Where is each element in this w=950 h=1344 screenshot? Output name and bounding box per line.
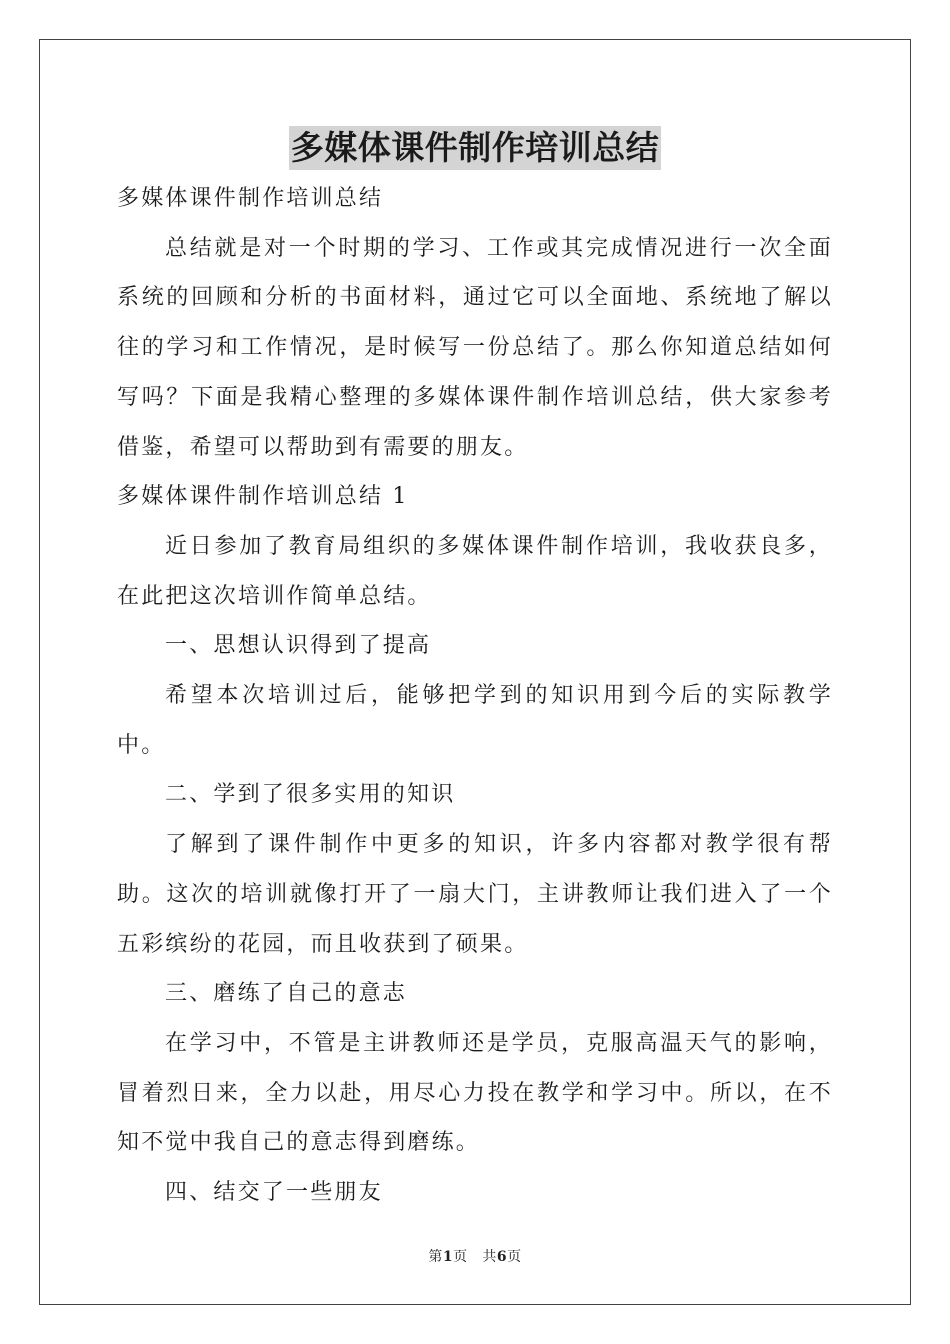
total-page-count: 6 bbox=[496, 1249, 508, 1265]
page-suffix: 页 bbox=[453, 1249, 468, 1265]
section-heading: 一、思想认识得到了提高 bbox=[165, 633, 432, 659]
section-heading: 三、磨练了自己的意志 bbox=[165, 981, 408, 1007]
page-footer bbox=[0, 1246, 950, 1266]
paragraph: 希望本次培训过后，能够把学到的知识用到今后的实际教学中。 bbox=[117, 683, 833, 758]
section-heading: 四、结交了一些朋友 bbox=[165, 1180, 383, 1206]
paragraph: 在学习中，不管是主讲教师还是学员，克服高温天气的影响，冒着烈日来，全力以赴，用尽心力投在教学和学习中。所以，在不知不觉中我自己的意志得到磨练。 bbox=[117, 1030, 833, 1156]
document-title: 多媒体课件制作培训总结 bbox=[289, 126, 662, 170]
current-page-number: 1 bbox=[442, 1249, 454, 1265]
paragraph: 多媒体课件制作培训总结 bbox=[117, 186, 384, 211]
paragraph: 近日参加了教育局组织的多媒体课件制作培训，我收获良多，在此把这次培训作简单总结。 bbox=[117, 533, 833, 609]
paragraph: 总结就是对一个时期的学习、工作或其完成情况进行一次全面系统的回顾和分析的书面材料，通过它可以全面地、系统地了解以往的学习和工作情况，是时候写一份总结了。那么你知道总结如何写吗？下面是我精心整理的多媒体课件制作培训总结，供大家参考借鉴，希望可以帮助到有需要的朋友。 bbox=[117, 235, 833, 460]
title-container bbox=[0, 126, 950, 170]
paragraph: 多媒体课件制作培训总结 1 bbox=[117, 484, 409, 510]
total-suffix: 页 bbox=[507, 1249, 522, 1265]
total-prefix: 共 bbox=[482, 1249, 497, 1265]
paragraph: 了解到了课件制作中更多的知识，许多内容都对教学很有帮助。这次的培训就像打开了一扇大门，主讲教师让我们进入了一个五彩缤纷的花园，而且收获到了硕果。 bbox=[117, 832, 833, 957]
document-body bbox=[117, 174, 833, 1218]
section-heading: 二、学到了很多实用的知识 bbox=[165, 782, 456, 808]
page-prefix: 第 bbox=[428, 1249, 443, 1265]
